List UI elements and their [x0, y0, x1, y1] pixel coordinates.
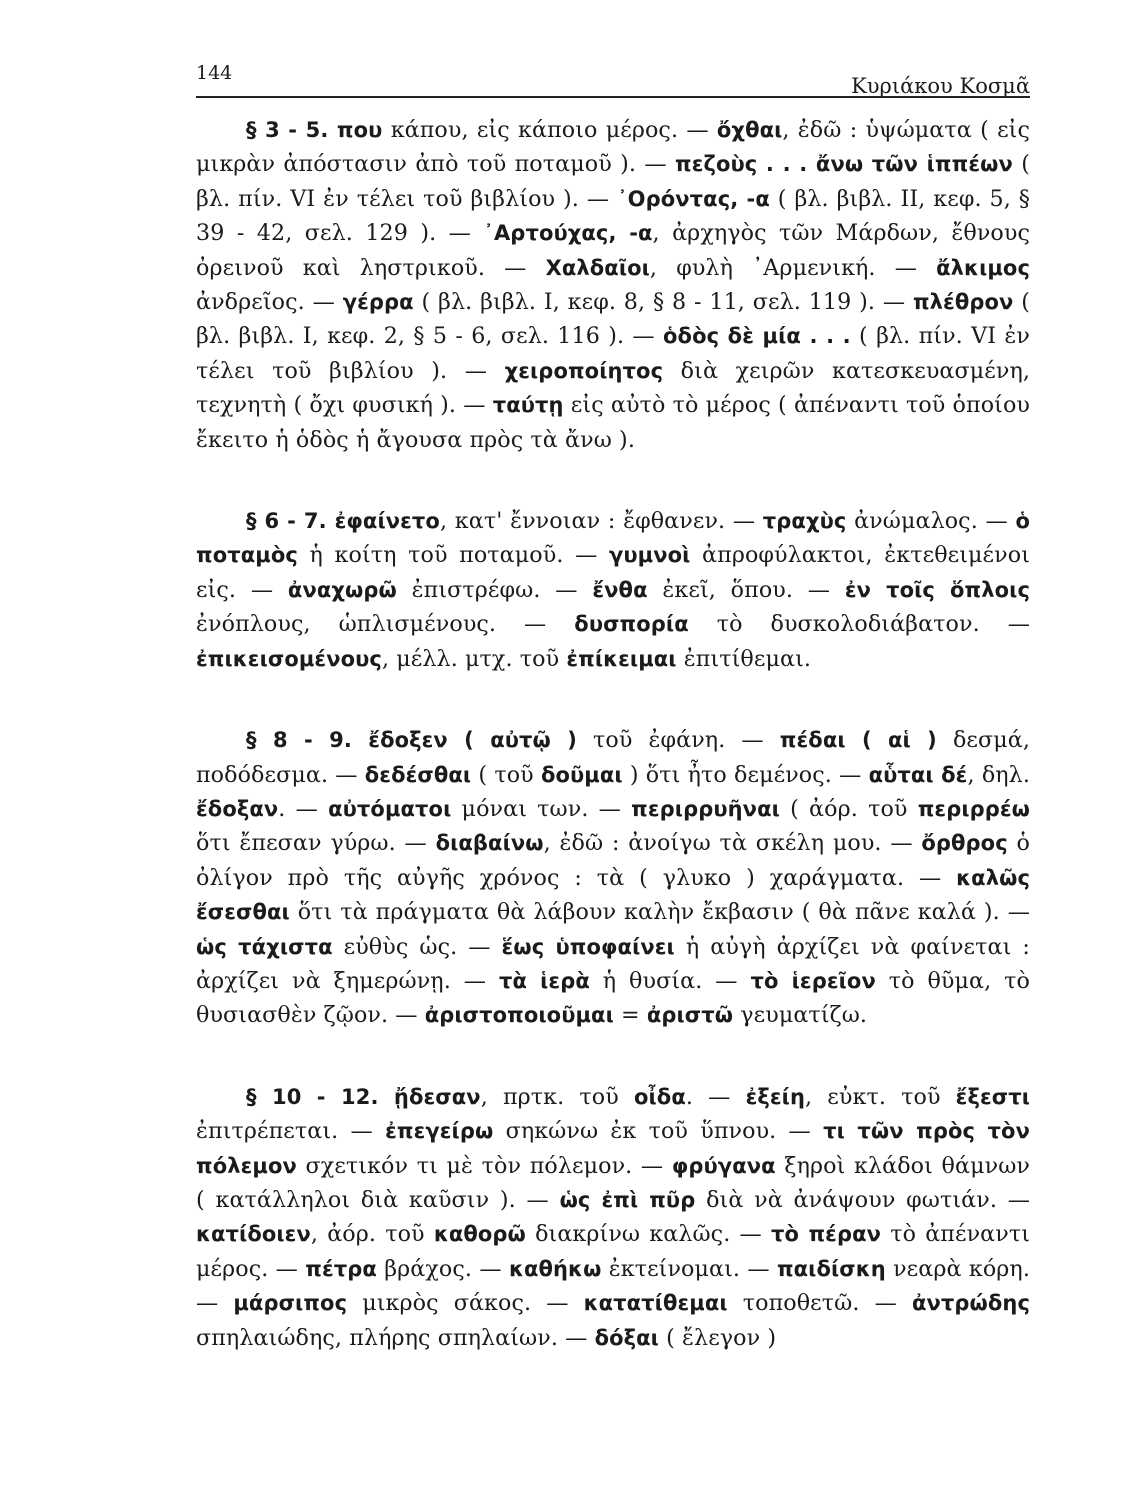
- gloss-text: σχετικόν τι μὲ τὸν πόλεμον. —: [296, 1152, 672, 1179]
- gloss-text: τοποθετῶ. —: [727, 1290, 912, 1317]
- lemma-term: ᾔδεσαν: [393, 1084, 481, 1109]
- lemma-term: παιδίσκη: [776, 1256, 886, 1281]
- gloss-text: τοῦ ἐφάνη. —: [576, 727, 780, 754]
- lemma-term: ἔξεστι: [955, 1084, 1030, 1109]
- lemma-term: δοῦμαι: [540, 762, 623, 787]
- lemma-term: ἐφαίνετο: [334, 509, 440, 534]
- gloss-text: , ἐδῶ : ἀνοίγω τὰ σκέλη μου. —: [543, 830, 922, 857]
- page-header: [196, 58, 1030, 98]
- gloss-text: , κατ' ἔννοιαν : ἔφθανεν. —: [439, 508, 763, 535]
- lemma-term: περιρρέω: [917, 796, 1031, 821]
- lemma-term: μάρσιπος: [233, 1291, 348, 1316]
- gloss-text: μικρὸς σάκος. —: [347, 1290, 584, 1317]
- lemma-term: τὸ ἱερεῖον: [750, 968, 876, 993]
- page-number: 144: [196, 62, 233, 84]
- lemma-term: ὡς τάχιστα: [196, 934, 333, 959]
- lemma-term: ἀριστῶ: [646, 1003, 734, 1028]
- lemma-term: ἄλκιμος: [936, 255, 1030, 280]
- gloss-text: τὸ θῦμα, τὸ θυσιασθὲν ζῷον. —: [196, 967, 1030, 1029]
- lemma-term: πέδαι ( αἱ ): [779, 728, 937, 753]
- lemma-term: ἐπεγείρω: [385, 1119, 494, 1144]
- gloss-text: ἡ κοίτη τοῦ ποταμοῦ. —: [297, 542, 609, 569]
- lemma-term: ἔδοξαν: [196, 796, 279, 821]
- gloss-text: , ἀρχηγὸς τῶν Μάρδων, ἔθνους ὀρεινοῦ καὶ ληστρικοῦ. —: [196, 220, 1030, 281]
- lemma-term: δυσπορία: [574, 612, 689, 637]
- lemma-term: φρύγανα: [671, 1153, 776, 1178]
- gloss-text: ὁ ὀλίγον πρὸ τῆς αὐγῆς χρόνος : τὰ ( γλυκο ) χαράγματα. —: [196, 830, 1030, 891]
- gloss-text: διὰ νὰ ἀνάψουν φωτιάν. —: [695, 1186, 1030, 1213]
- gloss-text: ἀνώμαλος. —: [846, 508, 1016, 535]
- section-number: § 3 - 5.: [246, 118, 337, 142]
- lemma-term: καλῶς ἔσεσθαι: [196, 865, 1030, 925]
- gloss-text: ( βλ. βιβλ. II, κεφ. 5, § 39 - 42, σελ. 129 ). —: [196, 185, 1030, 247]
- lemma-term: ἕως ὑποφαίνει: [501, 934, 675, 959]
- gloss-text: , ἀόρ. τοῦ: [310, 1221, 434, 1248]
- section-number: § 8 - 9.: [246, 728, 369, 753]
- gloss-text: . —: [278, 795, 329, 822]
- gloss-text: εἰς αὐτὸ τὸ μέρος ( ἀπέναντι τοῦ ὁποίου ἔκειτο ἡ ὁδὸς ἡ ἄγουσα πρὸς τὰ ἄνω ).: [196, 392, 1031, 453]
- lemma-term: ἀντρώδης: [911, 1291, 1030, 1316]
- lemma-term: κατατίθεμαι: [583, 1291, 728, 1316]
- lemma-term: γυμνοὶ: [608, 543, 691, 568]
- lemma-term: τραχὺς: [762, 509, 847, 534]
- gloss-text: , φυλὴ ᾿Αρμενική. —: [649, 254, 937, 281]
- gloss-text: ( τοῦ: [471, 761, 541, 788]
- lemma-term: πέτρα: [305, 1256, 377, 1281]
- lemma-term: περιρρυῆναι: [631, 796, 780, 821]
- gloss-text: βράχος. —: [376, 1255, 509, 1282]
- gloss-text: , δηλ.: [967, 761, 1030, 788]
- lemma-term: ἐπίκειμαι: [566, 646, 677, 671]
- gloss-text: νεαρὰ κόρη. —: [196, 1255, 1030, 1317]
- page-body: [196, 113, 1030, 1355]
- gloss-text: εὐθὺς ὡς. —: [332, 933, 502, 960]
- lemma-term: δεδέσθαι: [364, 762, 472, 787]
- lemma-term: κατίδοιεν: [196, 1222, 311, 1247]
- gloss-text: τὸ ἀπέναντι μέρος. —: [196, 1221, 1030, 1282]
- gloss-text: ἐπιστρέφω. —: [396, 576, 593, 603]
- lemma-term: ὁδὸς δὲ μία . . .: [663, 324, 851, 349]
- lemma-term: ὁ ποταμὸς: [196, 509, 1031, 568]
- gloss-text: ( βλ. πίν. VI ἐν τέλει τοῦ βιβλίου ). —: [196, 151, 1030, 212]
- gloss-text: ὅτι τὰ πράγματα θὰ λάβουν καλὴν ἔκβασιν ( θὰ πᾶνε καλά ). —: [289, 899, 1030, 926]
- commentary-paragraph-10-12: [196, 1080, 1030, 1355]
- gloss-text: διακρίνω καλῶς. —: [525, 1221, 771, 1248]
- lemma-term: χειροποίητος: [504, 358, 664, 383]
- gloss-text: ἡ αὐγὴ ἀρχίζει νὰ φαίνεται : ἀρχίζει νὰ ξημερώνῃ. —: [196, 933, 1030, 994]
- gloss-text: ὅτι ἔπεσαν γύρω. —: [196, 830, 436, 857]
- lemma-term: δόξαι: [594, 1325, 659, 1350]
- section-number: § 10 - 12.: [246, 1084, 394, 1109]
- lemma-term: ταύτῃ: [492, 393, 564, 418]
- gloss-text: ( ἀόρ. τοῦ: [779, 795, 918, 822]
- gloss-text: . —: [685, 1083, 746, 1110]
- lemma-term: πεζοὺς . . . ἄνω τῶν ἱππέων: [674, 152, 1013, 177]
- lemma-term: ᾿Ορόντας, -α: [617, 186, 770, 211]
- gloss-text: ἐκτείνομαι. —: [601, 1255, 777, 1282]
- gloss-text: ( βλ. πίν. VI ἐν τέλει τοῦ βιβλίου ). —: [196, 323, 1030, 384]
- gloss-text: =: [613, 1002, 647, 1029]
- lemma-term: καθορῶ: [433, 1222, 526, 1247]
- gloss-text: , πρτκ. τοῦ: [480, 1083, 634, 1110]
- gloss-text: ξηροὶ κλάδοι θάμνων ( κατάλληλοι διὰ καῦσιν ). —: [196, 1152, 1030, 1213]
- section-number: § 6 - 7.: [246, 509, 335, 534]
- gloss-text: μόναι των. —: [451, 795, 632, 822]
- gloss-text: ἐκεῖ, ὅπου. —: [647, 576, 845, 603]
- gloss-text: ἀπροφύλακτοι, ἐκτεθειμένοι εἰς. —: [196, 542, 1030, 603]
- lemma-term: ὄρθρος: [921, 831, 1008, 856]
- lemma-term: ὡς ἐπὶ πῦρ: [559, 1187, 696, 1212]
- lemma-term: ὄχθαι: [716, 118, 783, 142]
- lemma-term: τὰ ἱερὰ: [498, 968, 590, 993]
- running-title: Κυριάκου Κοσμᾶ: [851, 74, 1030, 98]
- gloss-text: ἐπιτρέπεται. —: [196, 1118, 386, 1145]
- gloss-text: ) ὅτι ἦτο δεμένος. —: [622, 761, 869, 788]
- gloss-text: σπηλαιώδης, πλήρης σπηλαίων. —: [196, 1324, 595, 1351]
- lemma-term: Χαλδαῖοι: [545, 255, 650, 280]
- commentary-paragraph-3-5: [196, 113, 1030, 457]
- gloss-text: ( ἔλεγον ): [658, 1324, 777, 1351]
- gloss-text: , εὐκτ. τοῦ: [805, 1083, 956, 1110]
- lemma-term: ἀναχωρῶ: [287, 577, 397, 602]
- lemma-term: γέρρα: [342, 290, 414, 315]
- gloss-text: ἡ θυσία. —: [589, 967, 751, 994]
- lemma-term: πλέθρον: [912, 290, 1014, 315]
- gloss-text: ἐπιτίθεμαι.: [676, 645, 812, 672]
- gloss-text: κάπου, εἰς κάποιο μέρος. —: [382, 117, 717, 143]
- lemma-term: ἀριστοποιοῦμαι: [424, 1003, 614, 1028]
- lemma-term: ἐπικεισομένους: [196, 646, 382, 671]
- lemma-term: ἐξείη: [745, 1084, 806, 1109]
- lemma-term: καθήκω: [508, 1256, 602, 1281]
- gloss-text: ἀνδρεῖος. —: [196, 289, 343, 316]
- header-rule: [196, 96, 1030, 98]
- gloss-text: , ἐδῶ : ὑψώματα ( εἰς μικρὰν ἀπόστασιν ἀπὸ τοῦ ποταμοῦ ). —: [196, 117, 1031, 178]
- gloss-text: δεσμά, ποδόδεσμα. —: [196, 727, 1030, 788]
- gloss-text: τὸ δυσκολοδιάβατον. —: [688, 611, 1030, 638]
- lemma-term: ἔδοξεν ( αὐτῷ ): [368, 728, 577, 753]
- lemma-term: αὐτόματοι: [328, 796, 452, 821]
- lemma-term: οἶδα: [634, 1084, 686, 1109]
- gloss-text: γευματίζω.: [733, 1002, 868, 1029]
- lemma-term: τι τῶν πρὸς τὸν πόλεμον: [196, 1119, 1030, 1178]
- lemma-term: διαβαίνω: [435, 831, 544, 856]
- gloss-text: διὰ χειρῶν κατεσκευασμένη, τεχνητὴ ( ὄχι φυσική ). —: [196, 357, 1030, 419]
- lemma-term: ᾿Αρτούχας, -α: [483, 221, 653, 246]
- lemma-term: ἔνθα: [592, 577, 648, 602]
- gloss-text: , μέλλ. μτχ. τοῦ: [381, 645, 567, 672]
- lemma-term: αὗται δέ: [868, 762, 968, 787]
- lemma-term: τὸ πέραν: [771, 1222, 882, 1247]
- gloss-text: ἐνόπλους, ὡπλισμένους. —: [196, 611, 575, 638]
- commentary-paragraph-6-7: [196, 504, 1030, 676]
- lemma-term: που: [336, 118, 383, 142]
- commentary-paragraph-8-9: [196, 723, 1030, 1033]
- lemma-term: ἐν τοῖς ὅπλοις: [844, 577, 1030, 602]
- gloss-text: σηκώνω ἐκ τοῦ ὕπνου. —: [493, 1118, 824, 1145]
- gloss-text: ( βλ. βιβλ. I, κεφ. 8, § 8 - 11, σελ. 119 ). —: [413, 289, 913, 316]
- gloss-text: ( βλ. βιβλ. I, κεφ. 2, § 5 - 6, σελ. 116 ). —: [196, 289, 1030, 350]
